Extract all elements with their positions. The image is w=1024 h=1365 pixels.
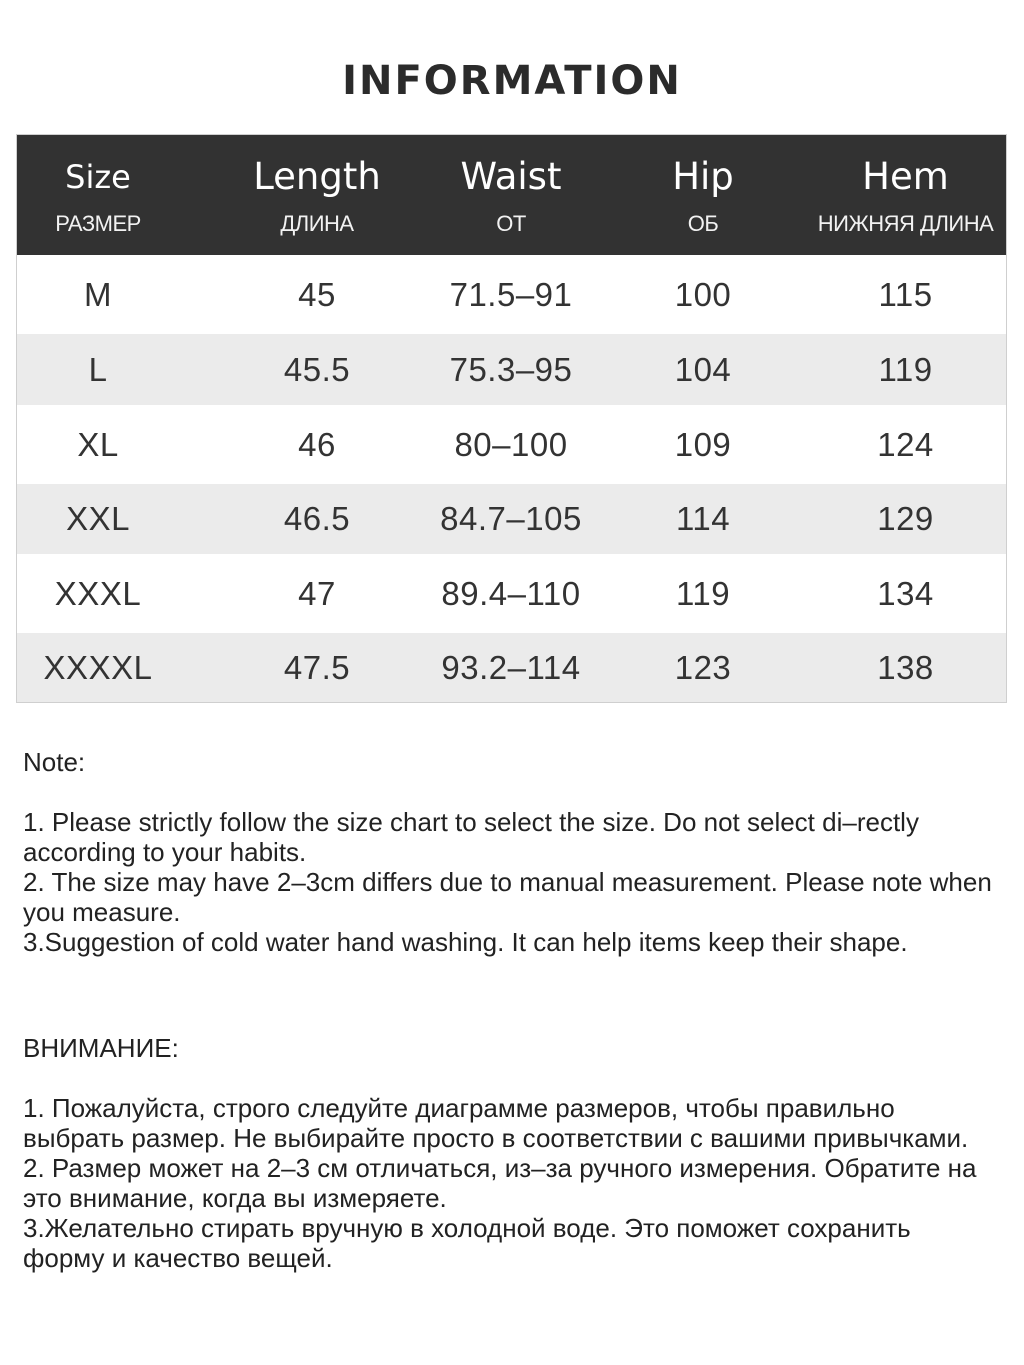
header-label-ru: ДЛИНА <box>280 211 354 236</box>
note-item: 1. Please strictly follow the size chart to select the size. Do not select di–rectly according to your habits. <box>23 807 919 867</box>
cell-size: XXXXL <box>43 648 153 686</box>
note-item: 2. The size may have 2–3cm differs due to manual measurement. Please note when you measure. <box>23 867 992 927</box>
note-heading: Note: <box>23 747 86 777</box>
cell-length: 45 <box>298 275 336 313</box>
header-label-ru: РАЗМЕР <box>55 211 141 236</box>
cell-length: 47 <box>298 574 336 612</box>
header-label-en: Length <box>253 155 381 198</box>
cell-hip: 114 <box>675 500 731 537</box>
cell-size: XXL <box>66 500 130 537</box>
header-hip <box>605 135 801 255</box>
header-hem <box>803 135 1008 255</box>
table-row <box>17 334 1006 405</box>
page-title: INFORMATION <box>342 58 682 104</box>
note-item: 2. Размер может на 2–3 см отличаться, из–за ручного измерения. Обратите на это внимание, когда вы измеряете. <box>23 1153 977 1213</box>
table-row <box>17 255 1006 334</box>
note-section-en <box>23 747 993 957</box>
cell-size: L <box>88 350 108 388</box>
cell-hem: 134 <box>877 574 934 612</box>
table-row <box>17 554 1006 633</box>
cell-hip: 100 <box>674 275 732 313</box>
header-label-en: Size <box>65 158 131 196</box>
table-row <box>17 633 1006 702</box>
header-label-en: Hem <box>862 155 949 198</box>
cell-hip: 119 <box>675 574 731 612</box>
cell-length: 47.5 <box>283 648 351 686</box>
note-heading: ВНИМАНИЕ: <box>23 1033 179 1063</box>
note-item: 3.Suggestion of cold water hand washing. It can help items keep their shape. <box>23 927 908 957</box>
cell-hem: 124 <box>877 425 934 463</box>
cell-length: 46.5 <box>283 500 351 537</box>
cell-hem: 129 <box>877 500 934 537</box>
cell-length: 45.5 <box>283 350 351 388</box>
header-label-ru: НИЖНЯЯ ДЛИНА <box>817 211 994 236</box>
header-label-ru: ОТ <box>496 211 526 236</box>
cell-hem: 138 <box>877 648 934 686</box>
header-length <box>217 135 417 255</box>
cell-length: 46 <box>298 425 336 463</box>
cell-size: M <box>84 275 112 313</box>
cell-waist: 80–100 <box>454 425 568 463</box>
note-section-ru <box>23 1033 993 1273</box>
cell-waist: 71.5–91 <box>449 275 573 313</box>
cell-size: XL <box>77 425 119 463</box>
cell-size: XXXL <box>54 574 142 612</box>
note-item: 1. Пожалуйста, строго следуйте диаграмме размеров, чтобы правильно выбрать размер. Не выбирайте просто в соответствии с вашими привычками. <box>23 1093 969 1153</box>
cell-hip: 109 <box>674 425 732 463</box>
cell-hem: 119 <box>878 350 933 388</box>
size-table <box>16 134 1007 703</box>
cell-waist: 84.7–105 <box>440 500 582 537</box>
table-header <box>17 135 1006 255</box>
cell-hip: 104 <box>674 350 732 388</box>
header-label-en: Hip <box>672 155 734 198</box>
header-label-ru: ОБ <box>687 211 719 236</box>
header-label-en: Waist <box>460 155 562 198</box>
header-waist <box>417 135 605 255</box>
header-size <box>17 135 179 255</box>
cell-hem: 115 <box>878 275 933 313</box>
cell-waist: 93.2–114 <box>441 648 581 686</box>
table-row <box>17 405 1006 484</box>
cell-waist: 75.3–95 <box>449 350 573 388</box>
cell-waist: 89.4–110 <box>441 574 581 612</box>
table-row <box>17 484 1006 554</box>
cell-hip: 123 <box>674 648 732 686</box>
note-item: 3.Желательно стирать вручную в холодной воде. Это поможет сохранить форму и качество вещей. <box>23 1213 911 1273</box>
